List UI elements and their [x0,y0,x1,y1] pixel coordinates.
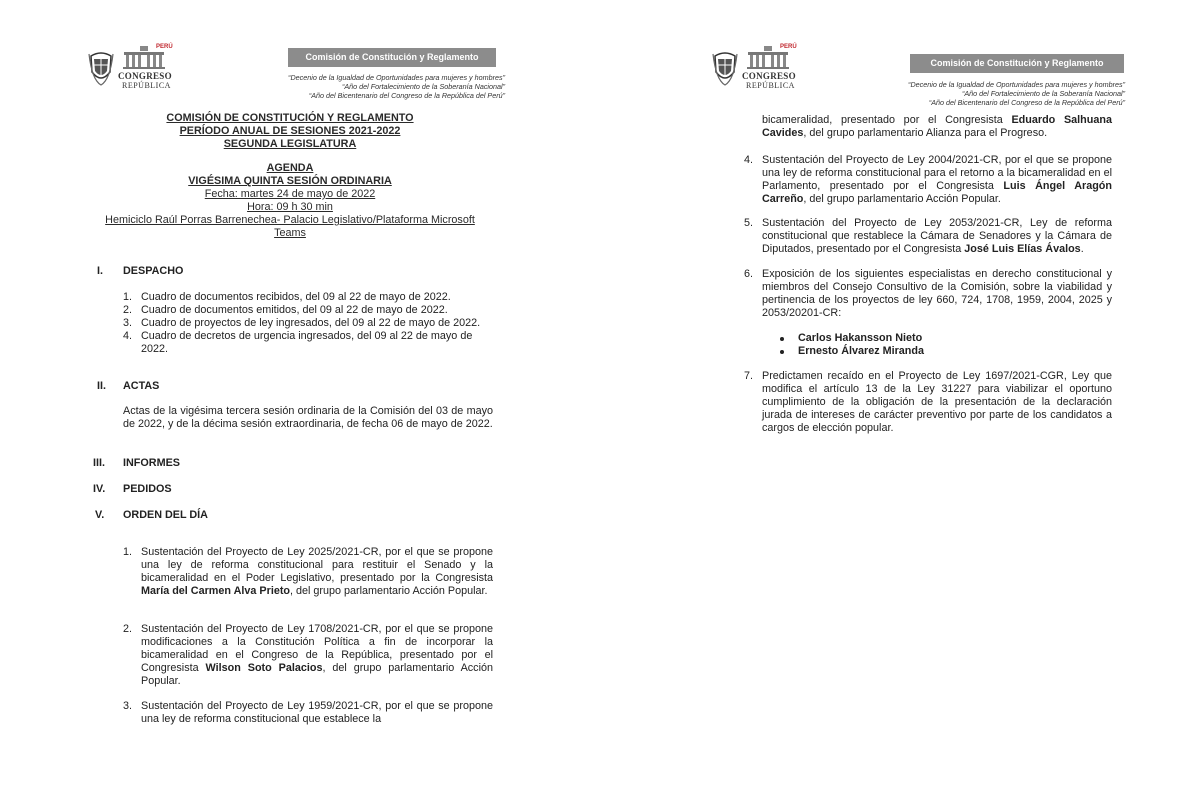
item-text: . [1080,243,1084,255]
congreso-logo [712,44,812,94]
motto-line: “Decenio de la Igualdad de Oportunidades para mujeres y hombres” [288,73,505,82]
session-label: VIGÉSIMA QUINTA SESIÓN ORDINARIA [188,175,392,187]
congreso-logo [88,44,188,94]
session-date: Fecha: martes 24 de mayo de 2022 [204,188,376,200]
item-number: 3. [123,317,133,329]
item-number: 3. [123,700,133,712]
section-number: I. [97,265,103,277]
item-text: , del grupo parlamentario Alianza para el Progreso. [803,127,1048,139]
agenda-item [744,217,1112,256]
logo-peru-label: PERÚ [780,44,797,50]
section-title-actas: ACTAS [123,380,160,392]
coat-of-arms-icon [88,50,114,86]
agenda-item [123,623,493,688]
title-line: SEGUNDA LEGISLATURA [223,138,357,150]
session-place: Teams [274,227,306,239]
commission-header-box: Comisión de Constitución y Reglamento [288,48,496,67]
item-text: Cuadro de documentos recibidos, del 09 al 22 de mayo de 2022. [141,291,451,303]
bullet-icon [780,337,784,341]
agenda-item [123,700,493,726]
agenda-label: AGENDA [266,162,314,174]
item-text: Predictamen recaído en el Proyecto de Ley 1697/2021-CGR, Ley que modifica el artículo 13 de la Ley 31227 para viabilizar el oportuno cumplimiento de la obligación de la presentación de la declaración jurada de intereses de carácter preventivo por parte de los candidatos a cargos de elección popular. [762,370,1112,434]
item-number: 6. [744,268,754,280]
specialist-name: Carlos Hakansson Nieto [798,332,923,344]
specialist-name: Ernesto Álvarez Miranda [798,345,925,357]
item-text: Sustentación del Proyecto de Ley 2004/2021-CR, por el que se propone una ley de reforma constitucional para el retorno a la bicameralidad en el Parlamento, presentado por el Congresista [762,154,1112,192]
item-text: , del grupo parlamentario Acción Popular. [290,585,488,597]
motto-line: “Año del Fortalecimiento de la Soberanía Nacional” [341,82,505,91]
section-title-despacho: DESPACHO [123,265,184,277]
agenda-item [744,370,1112,435]
item-number: 1. [123,546,133,558]
agenda-header [90,162,490,240]
motto-line: “Año del Fortalecimiento de la Soberanía Nacional” [961,89,1125,98]
logo-congreso-label: CONGRESO [742,71,796,81]
logo-republica-label: REPÚBLICA [122,81,171,90]
item-text: Cuadro de documentos emitidos, del 09 al 22 de mayo de 2022. [141,304,448,316]
item-text: bicameralidad, presentado por el Congresista [762,114,1012,126]
item-text: Sustentación del Proyecto de Ley 1708/2021-CR, por el que se propone modificaciones a la Constitución Política a fin de incorporar la bicameralidad en el Congreso de la República, presentado por el Congresista [141,623,493,674]
section-number: IV. [93,483,106,495]
item-number: 1. [123,291,133,303]
list-item [123,304,493,317]
item-person: María del Carmen Alva Prieto [141,585,291,597]
section-number: III. [93,457,105,469]
item-number: 5. [744,217,754,229]
item-number: 7. [744,370,754,382]
item-text: Cuadro de decretos de urgencia ingresados, del 09 al 22 de mayo de 2022. [141,330,473,355]
item-text: Sustentación del Proyecto de Ley 1959/2021-CR, por el que se propone una ley de reforma constitucional que establece la [141,700,493,725]
item-text: , del grupo parlamentario Acción Popular. [141,662,493,687]
section-title-orden-del-dia: ORDEN DEL DÍA [123,509,208,521]
section-title-informes: INFORMES [123,457,180,469]
item-number: 2. [123,623,133,635]
item-number: 2. [123,304,133,316]
item-person: Eduardo Salhuana Cavides [762,114,1112,139]
session-place: Hemiciclo Raúl Porras Barrenechea- Palacio Legislativo/Plataforma Microsoft [105,214,475,226]
logo-republica-label: REPÚBLICA [746,81,795,90]
item-text: , del grupo parlamentario Acción Popular. [803,193,1001,205]
agenda-item-continuation [762,114,1112,140]
title-line: PERÍODO ANUAL DE SESIONES 2021-2022 [179,125,401,137]
list-item [123,330,493,356]
despacho-list [123,291,493,356]
session-time: Hora: 09 h 30 min [247,201,333,213]
section-number: V. [95,509,105,521]
list-item [123,291,493,304]
specialist-bullet [798,332,922,344]
item-person: José Luis Elías Ávalos [964,243,1081,255]
agenda-item [744,268,1112,320]
motto-line: “Año del Bicentenario del Congreso de la República del Perú” [928,98,1125,107]
header-mottos [825,80,1125,107]
logo-peru-label: PERÚ [156,44,173,50]
item-number: 4. [123,330,133,342]
item-text: Cuadro de proyectos de ley ingresados, del 09 al 22 de mayo de 2022. [141,317,481,329]
agenda-item [123,546,493,598]
header-mottos [205,73,505,100]
item-number: 4. [744,154,754,166]
commission-header-box: Comisión de Constitución y Reglamento [910,54,1124,73]
specialist-bullet [798,345,924,357]
section-title-pedidos: PEDIDOS [123,483,172,495]
item-text: Sustentación del Proyecto de Ley 2053/2021-CR, Ley de reforma constitucional que restablece la Cámara de Senadores y la Cámara de Diputados, presentado por el Congresista [762,217,1112,255]
document-page-2 [600,0,1200,800]
motto-line: “Decenio de la Igualdad de Oportunidades para mujeres y hombres” [908,80,1125,89]
item-person: Wilson Soto Palacios [205,662,323,674]
agenda-item [744,154,1112,206]
logo-congreso-label: CONGRESO [118,71,172,81]
title-line: COMISIÓN DE CONSTITUCIÓN Y REGLAMENTO [166,112,414,124]
actas-paragraph: Actas de la vigésima tercera sesión ordinaria de la Comisión del 03 de mayo de 2022, y de la décima sesión extraordinaria, de fecha 06 de mayo de 2022. [123,405,493,430]
document-title [160,112,420,151]
motto-line: “Año del Bicentenario del Congreso de la República del Perú” [308,91,505,100]
item-person: Luis Ángel Aragón Carreño [762,180,1112,205]
list-item [123,317,493,330]
section-number: II. [97,380,106,392]
coat-of-arms-icon [712,50,738,86]
item-text: Exposición de los siguientes especialistas en derecho constitucional y miembros del Consejo Consultivo de la Comisión, sobre la viabilidad y pertinencia de los proyectos de ley 660, 724, 1708, 1959, 2004, 2025 y 2053/20201-CR: [762,268,1112,319]
item-text: Sustentación del Proyecto de Ley 2025/2021-CR, por el que se propone una ley de reforma constitucional para restituir el Senado y la bicameralidad en el Poder Legislativo, presentado por la Congresista [141,546,493,584]
bullet-icon [780,350,784,354]
